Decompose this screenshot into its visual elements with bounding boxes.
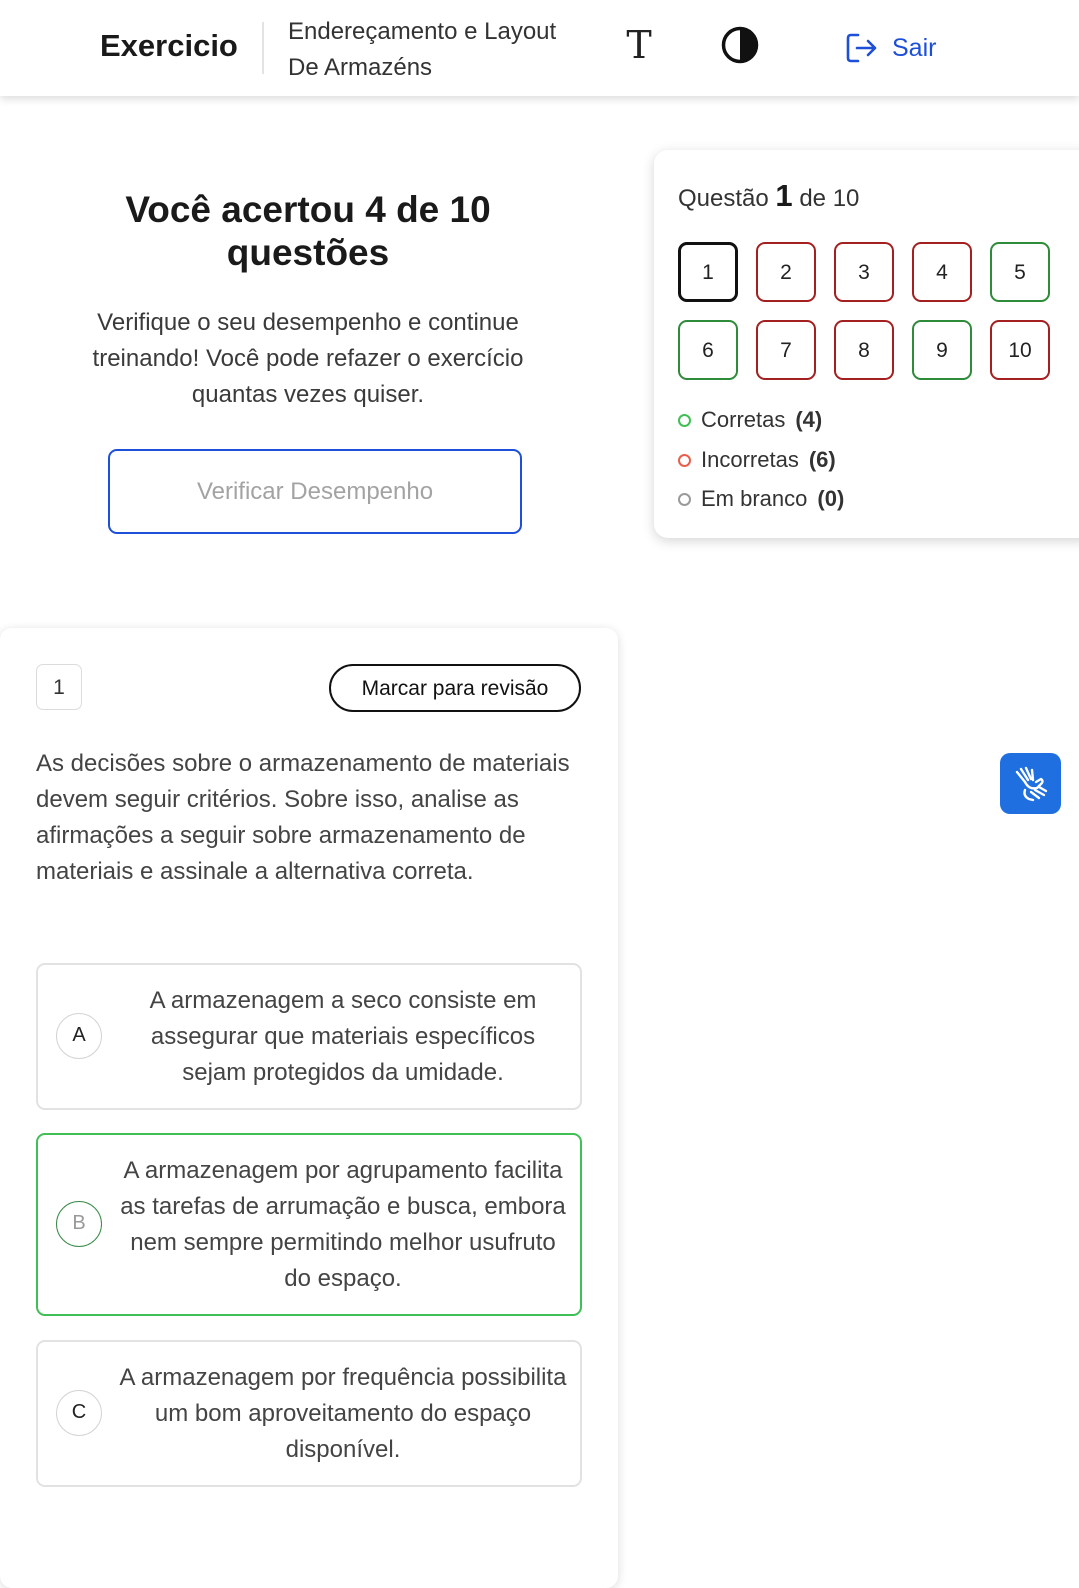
legend-dot-incorrect [678, 454, 691, 467]
top-bar [0, 0, 1079, 96]
option-c[interactable] [36, 1340, 582, 1487]
legend-count: (4) [795, 407, 823, 432]
question-navigator [654, 150, 1079, 538]
legend-count: (6) [808, 447, 836, 472]
text-size-icon[interactable]: T [626, 23, 652, 67]
navigator-heading-suffix: de 10 [799, 185, 860, 212]
logout-icon [844, 31, 878, 65]
verify-performance-button[interactable]: Verificar Desempenho [108, 449, 522, 534]
legend-dot-blank [678, 493, 691, 506]
legend-label: Incorretas [701, 447, 799, 472]
subject-line-1: Endereçamento e Layout [288, 18, 557, 45]
question-button-6[interactable]: 6 [678, 320, 738, 380]
sign-language-button[interactable] [1000, 753, 1061, 814]
legend-label: Em branco [701, 486, 808, 511]
legend-blank [678, 486, 844, 512]
question-button-5[interactable]: 5 [990, 242, 1050, 302]
subject-title [288, 14, 598, 86]
legend-label: Corretas [701, 407, 786, 432]
question-button-8[interactable]: 8 [834, 320, 894, 380]
contrast-icon[interactable] [720, 25, 760, 65]
sign-language-icon [1011, 764, 1051, 804]
navigator-heading-prefix: Questão [678, 185, 769, 212]
legend-dot-correct [678, 414, 691, 427]
result-title: Você acertou 4 de 10 questões [125, 189, 491, 273]
option-b[interactable] [36, 1133, 582, 1316]
mark-for-review-button[interactable]: Marcar para revisão [329, 664, 581, 712]
legend-count: (0) [817, 486, 845, 511]
option-text: A armazenagem por agrupamento facilita as tarefas de arrumação e busca, embora nem sempre permitindo melhor usufruto do espaço. [120, 1157, 566, 1292]
option-text: A armazenagem por frequência possibilita um bom aproveitamento do espaço disponível. [119, 1364, 567, 1463]
question-button-9[interactable]: 9 [912, 320, 972, 380]
option-text: A armazenagem a seco consiste em assegurar que materiais específicos sejam protegidos da umidade. [149, 987, 537, 1086]
option-a[interactable] [36, 963, 582, 1110]
logout-label: Sair [892, 33, 937, 62]
question-button-4[interactable]: 4 [912, 242, 972, 302]
question-button-2[interactable]: 2 [756, 242, 816, 302]
option-letter: C [56, 1390, 102, 1436]
navigator-heading [678, 178, 859, 214]
logout-button[interactable] [844, 28, 936, 68]
app-title: Exercicio [100, 28, 238, 63]
navigator-current: 1 [775, 178, 793, 213]
legend-incorrect [678, 447, 836, 473]
question-button-3[interactable]: 3 [834, 242, 894, 302]
subject-line-2: De Armazéns [288, 54, 433, 81]
question-number: 1 [36, 664, 82, 710]
question-button-7[interactable]: 7 [756, 320, 816, 380]
option-letter: B [56, 1201, 102, 1247]
question-card [0, 628, 618, 1588]
question-statement: As decisões sobre o armazenamento de materiais devem seguir critérios. Sobre isso, analise as afirmações a seguir sobre armazenamento de materiais e assinale a alternativa correta. [36, 750, 570, 885]
question-button-1[interactable]: 1 [678, 242, 738, 302]
question-button-10[interactable]: 10 [990, 320, 1050, 380]
option-letter: A [56, 1013, 102, 1059]
legend-correct [678, 407, 822, 433]
result-description: Verifique o seu desempenho e continue treinando! Você pode refazer o exercício quantas vezes quiser. [92, 309, 524, 408]
header-divider [262, 22, 264, 74]
